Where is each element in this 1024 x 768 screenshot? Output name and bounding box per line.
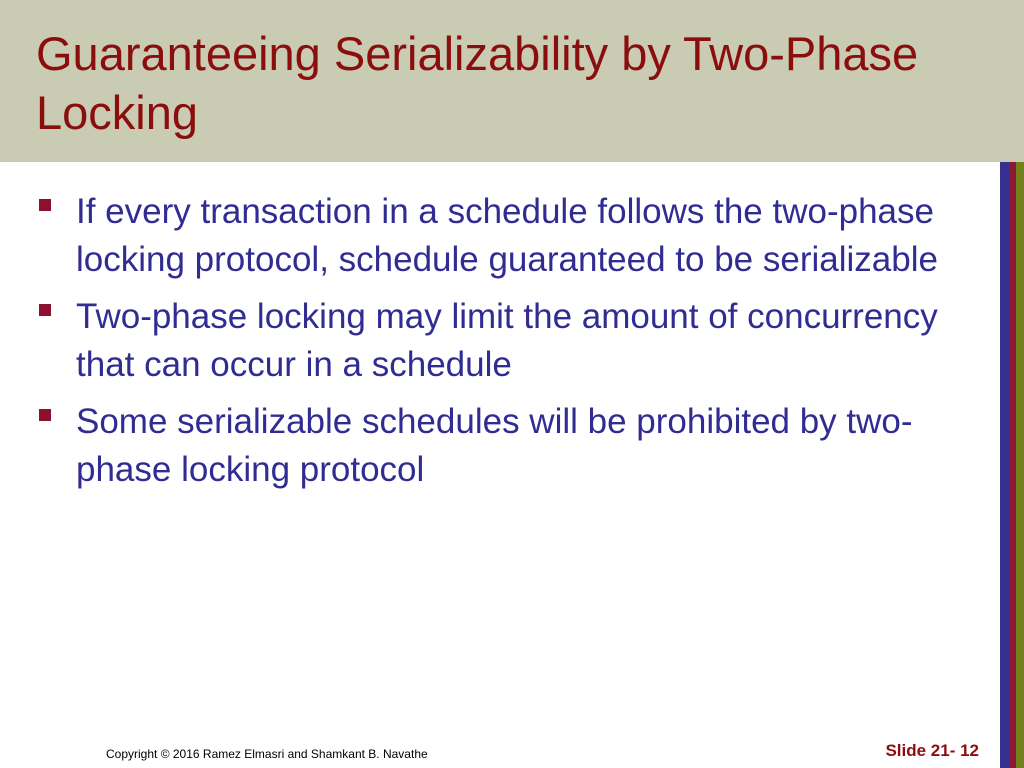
bullet-item [36, 188, 956, 284]
bullet-text: Two-phase locking may limit the amount of concurrency that can occur in a schedule [76, 297, 938, 384]
square-bullet-icon [39, 409, 51, 421]
bullet-item [36, 398, 956, 494]
slide-number: Slide 21- 12 [885, 741, 979, 760]
slide-content [36, 188, 956, 503]
red-decorative-stripe [1009, 162, 1016, 768]
bullet-text: If every transaction in a schedule follows the two-phase locking protocol, schedule guaranteed to be serializable [76, 192, 938, 279]
copyright-text: Copyright © 2016 Ramez Elmasri and Shamkant B. Navathe [106, 747, 428, 761]
square-bullet-icon [39, 304, 51, 316]
slide-title: Guaranteeing Serializability by Two-Phase Locking [36, 27, 919, 139]
square-bullet-icon [39, 199, 51, 211]
slide-header [0, 0, 1024, 162]
bullet-text: Some serializable schedules will be prohibited by two-phase locking protocol [76, 402, 913, 489]
bullet-item [36, 293, 956, 389]
blue-decorative-stripe [1000, 162, 1009, 768]
green-decorative-stripe [1016, 162, 1024, 768]
